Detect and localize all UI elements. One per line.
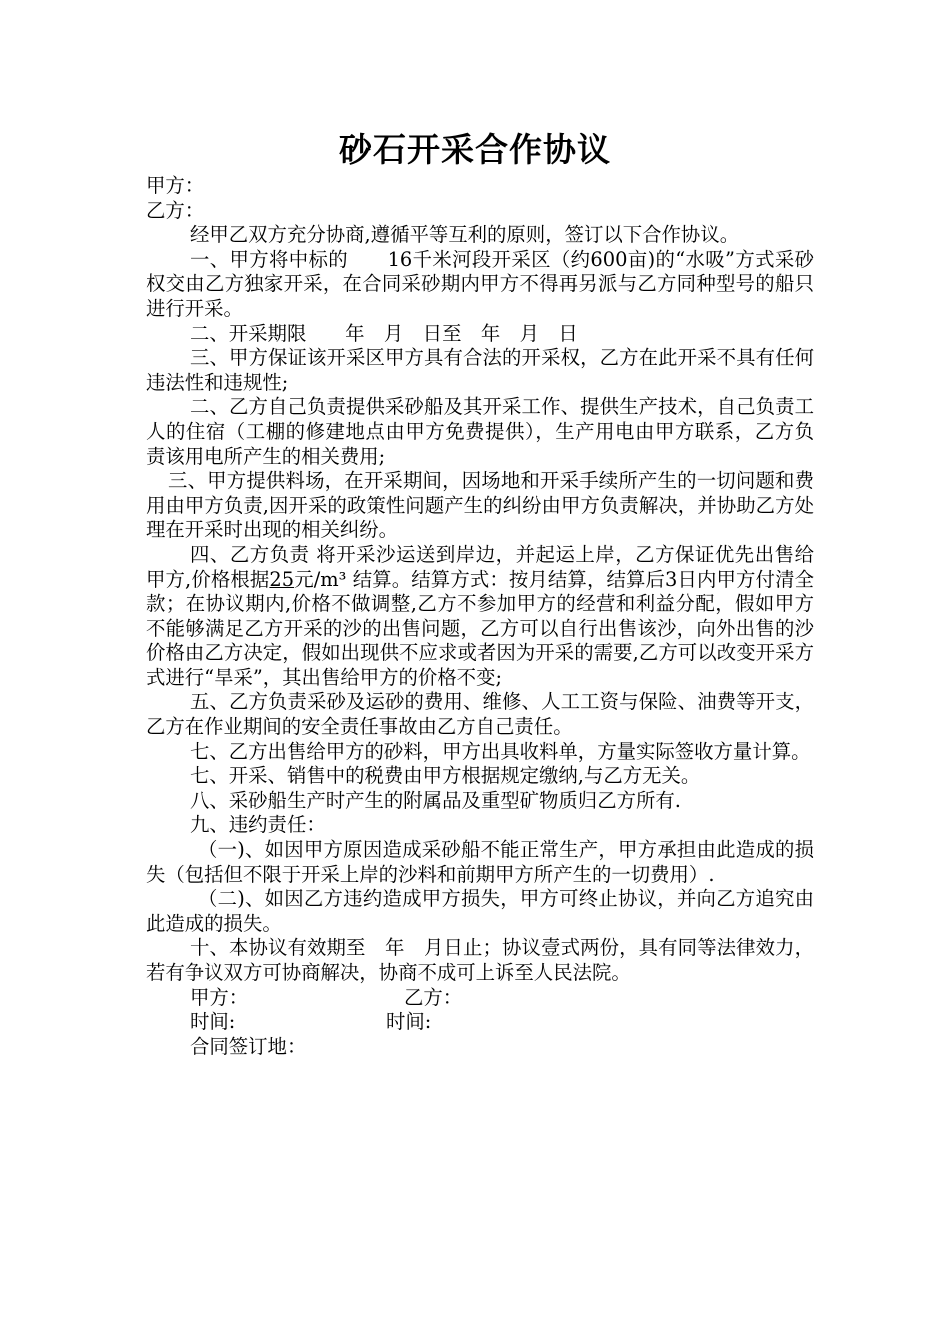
clause-1: 一、甲方将中标的 16千米河段开采区（约600亩)的“水吸”方式采砂权交由乙方独家开采，在合同采砂期内甲方不得再另派与乙方同种型号的船只进行开采。 xyxy=(146,247,814,320)
intro-paragraph: 经甲乙双方充分协商,遵循平等互利的原则，签订以下合作协议。 xyxy=(190,223,740,247)
signature-time-b: 时间: xyxy=(386,1010,432,1034)
party-b-line: 乙方： xyxy=(146,198,205,222)
clause-5: 三、甲方提供料场，在开采期间，因场地和开采手续所产生的一切问题和费用由甲方负责,因开采的政策性问题产生的纠纷由甲方负责解决，并协助乙方处理在开采时出现的相关纠纷。 xyxy=(146,469,814,542)
clause-2: 二、开采期限 年 月 日至 年 月 日 xyxy=(190,321,578,345)
signature-party-b: 乙方： xyxy=(404,985,463,1009)
clause-12: 十、本协议有效期至 年 月日止；协议壹式两份，具有同等法律效力，若有争议双方可协商解决，协商不成可上诉至人民法院。 xyxy=(146,936,814,984)
clause-11-heading: 九、违约责任： xyxy=(190,813,326,837)
signature-row-time xyxy=(146,1010,814,1035)
document-title: 砂石开采合作协议 xyxy=(339,130,611,169)
clause-7: 五、乙方负责采砂及运砂的费用、维修、人工工资与保险、油费等开支，乙方在作业期间的安全责任事故由乙方自己责任。 xyxy=(146,690,814,739)
signature-time-a: 时间: xyxy=(190,1010,236,1034)
clause-10: 八、采砂船生产时产生的附属品及重型矿物质归乙方所有. xyxy=(190,788,681,812)
clause-8: 七、乙方出售给甲方的砂料，甲方出具收料单，方量实际签收方量计算。 xyxy=(190,739,811,763)
document-body xyxy=(146,174,814,1059)
signature-row-parties xyxy=(146,986,814,1011)
price-value: 25 xyxy=(269,567,295,591)
clause-9: 七、开采、销售中的税费由甲方根据规定缴纳,与乙方无关。 xyxy=(190,764,701,788)
clause-4: 二、乙方自己负责提供采砂船及其开采工作、提供生产技术，自己负责工人的住宿（工棚的修建地点由甲方免费提供），生产用电由甲方联系，乙方负责该用电所产生的相关费用; xyxy=(146,395,814,468)
signature-party-a: 甲方： xyxy=(190,985,249,1009)
clause-11-b: （二)、如因乙方违约造成甲方损失，甲方可终止协议，并向乙方追究由此造成的损失。 xyxy=(146,887,814,935)
clause-6-before: 四、乙方负责 将开采沙运送到岸边，并起运上岸，乙方保证优先出售给甲方,价格根据 xyxy=(146,542,814,591)
clause-6-after: 元/m³ 结算。结算方式：按月结算，结算后3日内甲方付清全款；在协议期内,价格不做调整,乙方不参加甲方的经营和利益分配，假如甲方不能够满足乙方开采的沙的出售问题，乙方可以自行出售该沙，向外出售的沙价格由乙方决定，假如出现供不应求或者因为开采的需要,乙方可以改变开采方式进行“旱采”，其出售给甲方的价格不变; xyxy=(146,567,814,689)
clause-3: 三、甲方保证该开采区甲方具有合法的开采权，乙方在此开采不具有任何违法性和违规性; xyxy=(146,346,814,394)
signature-place: 合同签订地： xyxy=(190,1034,307,1058)
signature-row-place xyxy=(146,1035,814,1060)
party-a-line: 甲方： xyxy=(146,174,205,197)
clause-6 xyxy=(146,543,814,691)
clause-11-a: （一)、如因甲方原因造成采砂船不能正常生产，甲方承担由此造成的损失（包括但不限于开采上岸的沙料和前期甲方所产生的一切费用）. xyxy=(146,838,814,886)
